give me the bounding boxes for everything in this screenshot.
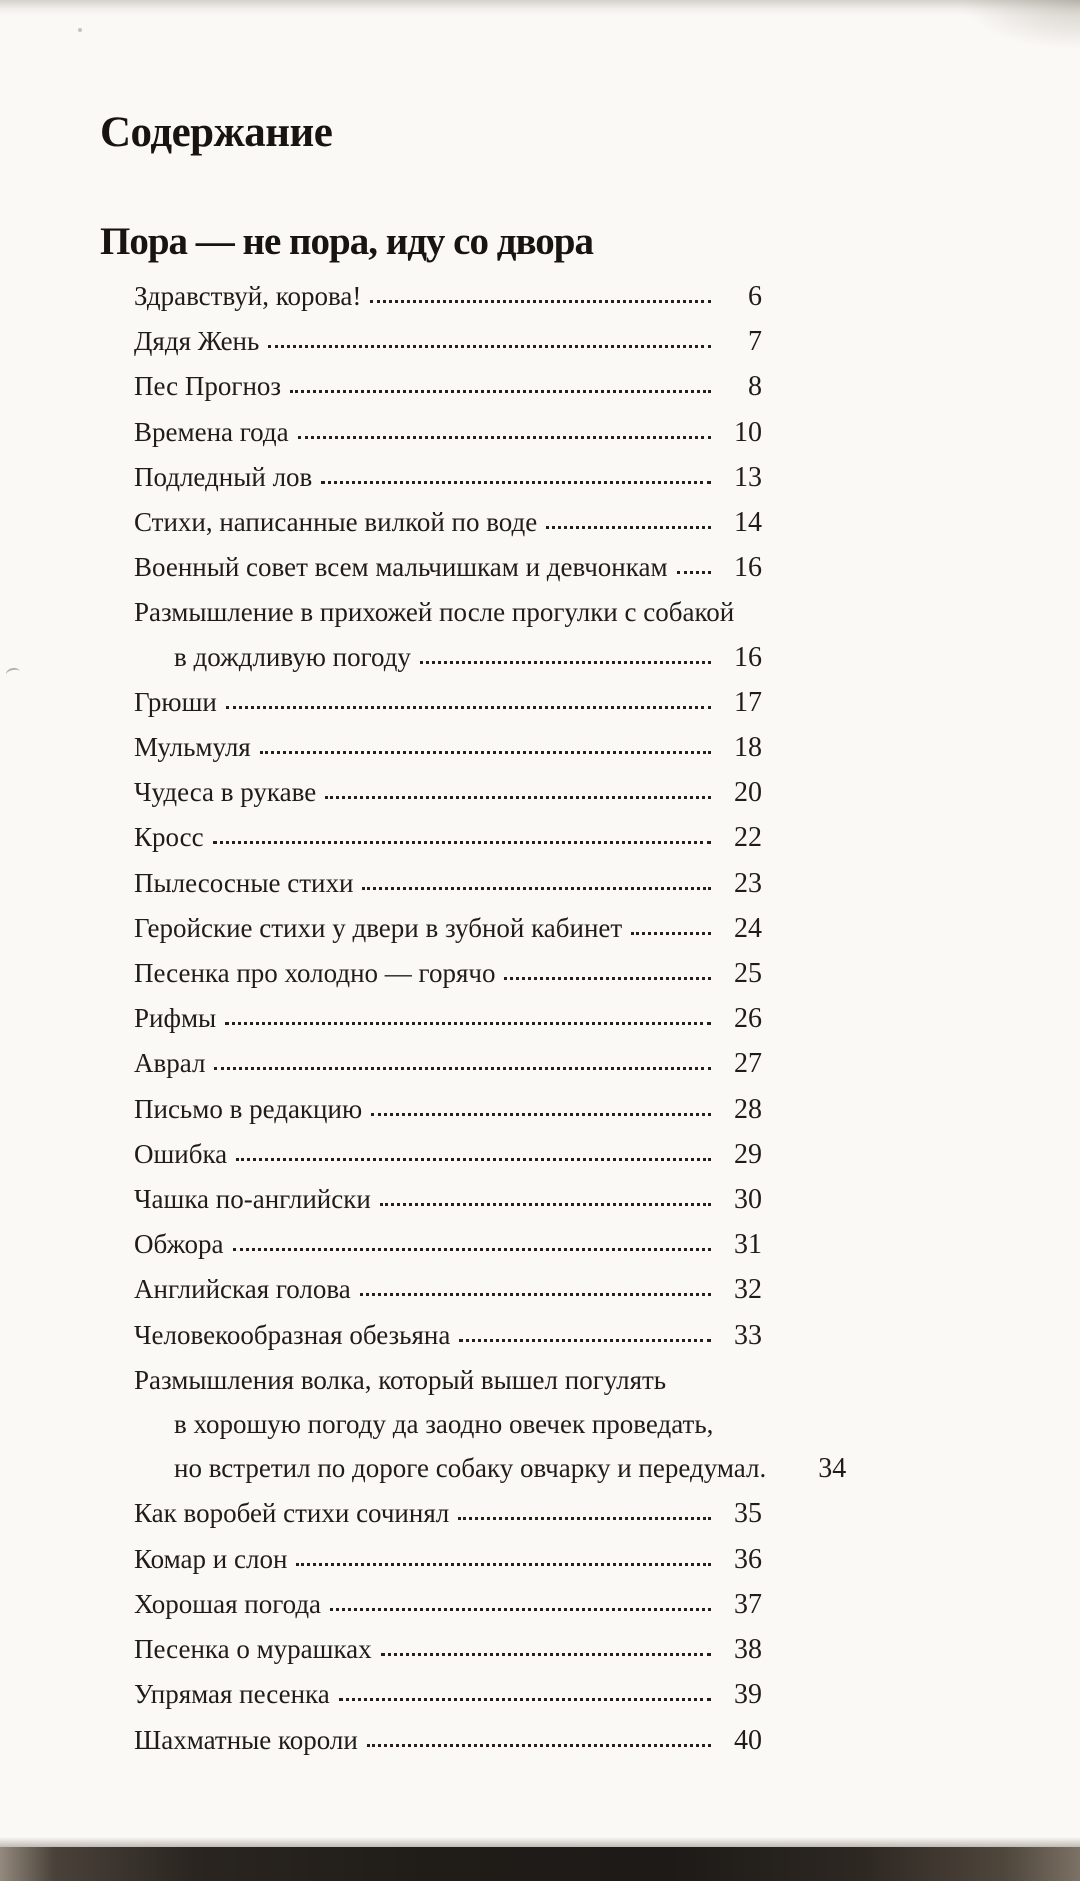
toc-entry xyxy=(134,1313,762,1358)
dot-leader xyxy=(321,481,711,484)
toc-page-number: 31 xyxy=(734,1229,762,1261)
toc-page-number: 33 xyxy=(734,1319,762,1351)
toc-entry xyxy=(134,590,762,679)
toc-list xyxy=(100,274,847,1763)
toc-entry-title: в дождливую погоду xyxy=(174,641,411,672)
toc-page-number: 34 xyxy=(818,1453,847,1485)
toc-entry xyxy=(134,1491,762,1536)
toc-entry-title: Аврал xyxy=(134,1048,206,1079)
toc-entry-line xyxy=(134,680,762,725)
toc-entry-line xyxy=(134,1358,762,1402)
toc-page-number: 10 xyxy=(734,416,762,448)
toc-entry xyxy=(134,1267,762,1312)
toc-entry-title: Чудеса в рукаве xyxy=(134,777,317,808)
toc-entry xyxy=(134,364,762,409)
toc-entry-line xyxy=(134,725,762,770)
toc-entry-line xyxy=(134,1672,762,1717)
dot-leader xyxy=(546,526,711,529)
dot-leader xyxy=(290,390,711,393)
toc-entry-title: в хорошую погоду да заодно овечек проведать, xyxy=(174,1409,714,1440)
toc-entry xyxy=(134,1718,762,1763)
dot-leader xyxy=(631,932,711,935)
dot-leader xyxy=(360,1293,711,1296)
toc-entry xyxy=(134,500,762,545)
toc-page-number: 20 xyxy=(734,777,762,809)
dot-leader xyxy=(268,345,711,348)
toc-entry-title: Мульмуля xyxy=(134,732,251,763)
toc-entry xyxy=(134,319,762,364)
toc-entry xyxy=(134,1672,762,1717)
toc-entry-line xyxy=(134,1627,762,1672)
toc-entry-line xyxy=(134,455,762,500)
toc-entry-line xyxy=(134,861,762,906)
toc-entry-line xyxy=(134,1132,762,1177)
toc-entry-line xyxy=(134,1402,762,1446)
dot-leader xyxy=(296,1563,711,1566)
toc-entry-line xyxy=(134,1177,762,1222)
toc-entry-title: Английская голова xyxy=(134,1274,351,1305)
dot-leader xyxy=(420,661,711,664)
toc-entry-line xyxy=(134,635,762,680)
toc-entry-line xyxy=(134,500,762,545)
toc-page-number: 6 xyxy=(748,281,762,312)
toc-page-number: 29 xyxy=(734,1138,762,1170)
toc-entry xyxy=(134,951,762,996)
toc-entry-line xyxy=(134,951,762,996)
toc-entry xyxy=(134,1041,762,1086)
toc-entry xyxy=(134,274,762,319)
toc-entry-title: Времена года xyxy=(134,416,289,447)
dot-leader xyxy=(504,977,711,980)
dot-leader xyxy=(677,571,711,574)
toc-entry-line xyxy=(134,815,762,860)
toc-entry-title: Рифмы xyxy=(134,1003,217,1034)
toc-entry-title: Упрямая песенка xyxy=(134,1679,330,1710)
toc-page-number: 38 xyxy=(734,1634,762,1666)
toc-page-number: 18 xyxy=(734,732,762,764)
toc-entry-line xyxy=(134,1222,762,1267)
toc-page-number: 23 xyxy=(734,867,762,899)
toc-page-number: 30 xyxy=(734,1184,762,1216)
toc-page-number: 36 xyxy=(734,1543,762,1575)
dot-leader xyxy=(325,796,711,799)
toc-content xyxy=(100,106,847,1763)
toc-entry-title: Песенка про холодно — горячо xyxy=(134,958,496,989)
toc-entry xyxy=(134,906,762,951)
toc-page-number: 39 xyxy=(734,1679,762,1711)
toc-page-number: 27 xyxy=(734,1048,762,1080)
dot-leader xyxy=(233,1248,711,1251)
toc-entry-title: Геройские стихи у двери в зубной кабинет xyxy=(134,912,623,943)
toc-entry xyxy=(134,815,762,860)
toc-entry xyxy=(134,1087,762,1132)
dot-leader xyxy=(225,1022,711,1025)
toc-entry xyxy=(134,545,762,590)
toc-entry-line xyxy=(134,1582,762,1627)
toc-entry-title: Стихи, написанные вилкой по воде xyxy=(134,507,538,538)
toc-entry-line xyxy=(134,906,762,951)
toc-entry xyxy=(134,410,762,455)
dot-leader xyxy=(362,887,711,890)
dot-leader xyxy=(330,1608,711,1611)
toc-entry xyxy=(134,455,762,500)
toc-entry-title: Здравствуй, корова! xyxy=(134,281,362,311)
toc-entry-title: Чашка по-английски xyxy=(134,1184,371,1215)
dot-leader xyxy=(214,1067,711,1070)
toc-entry xyxy=(134,1177,762,1222)
toc-entry-title: Комар и слон xyxy=(134,1543,288,1574)
toc-entry-line xyxy=(134,770,762,815)
toc-entry-line xyxy=(134,590,762,634)
page-title: Содержание xyxy=(100,109,333,156)
dot-leader xyxy=(339,1698,711,1701)
dot-leader xyxy=(459,1339,711,1342)
dot-leader xyxy=(213,841,711,844)
dot-leader xyxy=(367,1744,711,1747)
dot-leader xyxy=(370,300,711,303)
toc-entry-title: Песенка о мурашках xyxy=(134,1634,372,1665)
toc-page-number: 37 xyxy=(734,1588,762,1620)
toc-page-number: 28 xyxy=(734,1093,762,1125)
toc-entry-line xyxy=(134,996,762,1041)
toc-entry-line xyxy=(134,1313,762,1358)
scan-noise-dot xyxy=(78,28,82,32)
dot-leader xyxy=(298,436,711,439)
toc-page-number: 17 xyxy=(734,686,762,718)
toc-page-number: 8 xyxy=(748,371,762,403)
dot-leader xyxy=(236,1158,711,1161)
scan-edge-top xyxy=(0,0,1080,16)
toc-page-number: 14 xyxy=(734,507,762,539)
toc-entry xyxy=(134,996,762,1041)
toc-entry-title: Военный совет всем мальчишкам и девчонкам xyxy=(134,552,668,583)
toc-entry xyxy=(134,1132,762,1177)
toc-entry-title: но встретил по дороге собаку овчарку и передумал. xyxy=(174,1453,767,1484)
toc-entry xyxy=(134,861,762,906)
toc-page-number: 40 xyxy=(734,1724,762,1756)
toc-entry-line xyxy=(134,1537,762,1582)
toc-entry-line xyxy=(134,545,762,590)
section-heading: Пора — не пора, иду со двора xyxy=(100,220,593,263)
dot-leader xyxy=(371,1113,711,1116)
toc-page-number: 26 xyxy=(734,1003,762,1035)
toc-entry-line xyxy=(134,1446,847,1491)
toc-entry-title: Как воробей стихи сочинял xyxy=(134,1498,450,1529)
toc-entry-title: Грюши xyxy=(134,686,217,717)
toc-entry-line xyxy=(134,364,762,409)
toc-page-number: 32 xyxy=(734,1274,762,1306)
toc-entry-title: Письмо в редакцию xyxy=(134,1093,363,1124)
toc-entry-title: Подледный лов xyxy=(134,461,313,492)
toc-page-number: 7 xyxy=(748,326,762,358)
toc-page-number: 16 xyxy=(734,641,762,673)
toc-entry-title: Обжора xyxy=(134,1229,224,1260)
toc-entry xyxy=(134,680,762,725)
toc-entry-line xyxy=(134,1718,762,1763)
toc-entry-title: Размышления волка, который вышел погулять xyxy=(134,1364,667,1395)
toc-entry-line xyxy=(134,319,762,364)
toc-entry-line xyxy=(134,1041,762,1086)
toc-entry-line xyxy=(134,410,762,455)
toc-entry-title: Хорошая погода xyxy=(134,1588,322,1619)
toc-page-number: 22 xyxy=(734,822,762,854)
toc-entry-title: Пылесосные стихи xyxy=(134,867,354,898)
scan-noise-mark xyxy=(5,667,21,680)
dot-leader xyxy=(381,1653,711,1656)
toc-entry-title: Дядя Жень xyxy=(134,326,260,357)
dot-leader xyxy=(226,706,711,709)
toc-page-number: 13 xyxy=(734,461,762,493)
toc-entry-title: Человекообразная обезьяна xyxy=(134,1319,451,1350)
toc-entry-line xyxy=(134,1087,762,1132)
dot-leader xyxy=(458,1517,711,1520)
toc-entry-line xyxy=(134,1267,762,1312)
toc-entry-title: Пес Прогноз xyxy=(134,371,282,402)
toc-entry xyxy=(134,725,762,770)
toc-entry-title: Размышление в прихожей после прогулки с собакой xyxy=(134,597,735,628)
dot-leader xyxy=(260,751,711,754)
toc-entry xyxy=(134,1222,762,1267)
toc-entry xyxy=(134,1582,762,1627)
toc-entry-title: Шахматные короли xyxy=(134,1724,358,1755)
toc-entry xyxy=(134,1537,762,1582)
toc-entry xyxy=(134,770,762,815)
toc-entry-line xyxy=(134,274,762,319)
toc-page-number: 24 xyxy=(734,912,762,944)
toc-page-number: 25 xyxy=(734,958,762,990)
toc-page-number: 35 xyxy=(734,1498,762,1530)
toc-entry-line xyxy=(134,1491,762,1536)
toc-entry xyxy=(134,1358,847,1492)
toc-entry-title: Ошибка xyxy=(134,1138,228,1169)
scan-edge-bottom xyxy=(0,1847,1080,1881)
scan-corner-shadow xyxy=(960,0,1080,50)
dot-leader xyxy=(380,1203,711,1206)
toc-entry xyxy=(134,1627,762,1672)
toc-page-number: 16 xyxy=(734,552,762,584)
toc-entry-title: Кросс xyxy=(134,822,204,853)
